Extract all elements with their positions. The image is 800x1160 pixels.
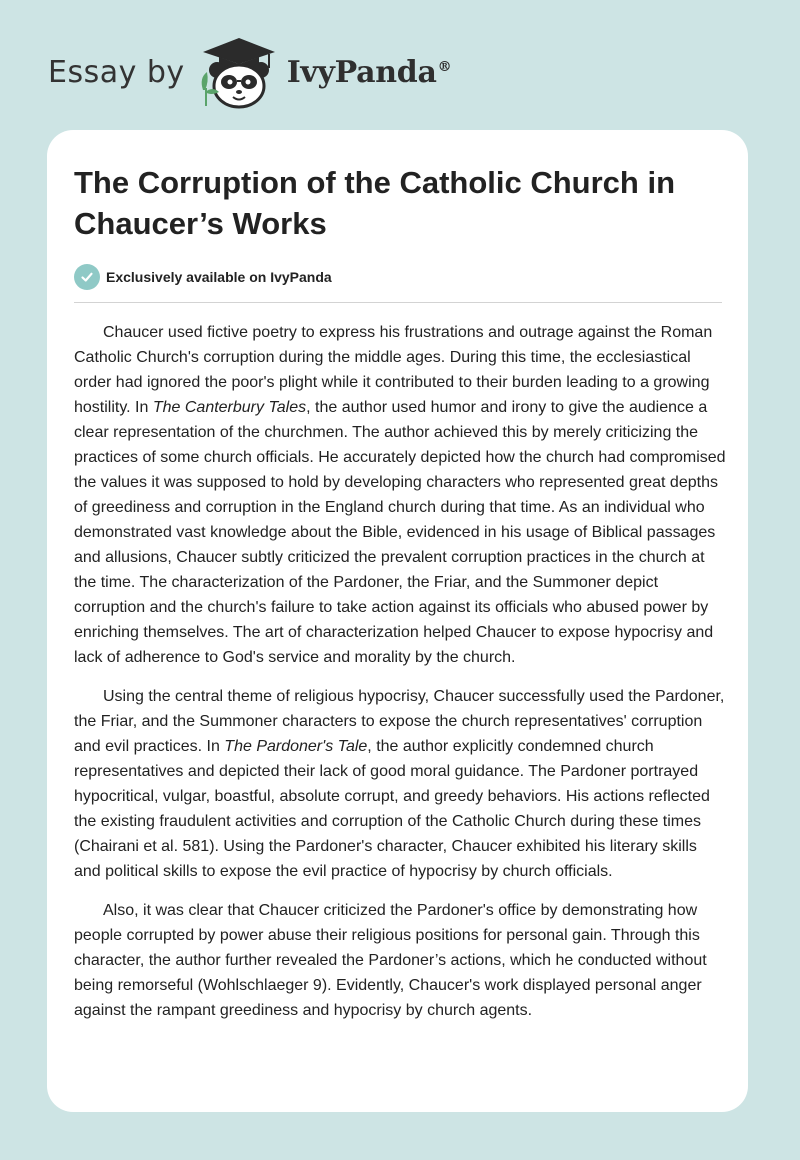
paragraph-text: Also, it was clear that Chaucer criticized the Pardoner's office by demonstrating how people corrupted by power abuse their religious positions for personal gain. Through this character, the author further revealed the Pardoner’s actions, which he conducted without being remorseful (Wohlschlaeger 9). Evidently, Chaucer's work displayed personal anger against the rampant greediness and hypocrisy by church agents. <box>74 902 707 1019</box>
divider <box>74 302 722 303</box>
paragraph-text: Chaucer used fictive poetry to express his frustrations and outrage against the Roman Catholic Church's corruption during the middle ages. During this time, the ecclesiastical order had ignored the poor's plight while it contributed to their burden leading to a growing hostility. In <box>74 324 713 416</box>
essay-body <box>74 320 726 1037</box>
check-circle-icon <box>74 264 100 290</box>
brand-name[interactable] <box>287 55 452 90</box>
essay-paragraph <box>74 320 726 670</box>
essay-card <box>47 130 748 1112</box>
essay-paragraph <box>74 684 726 884</box>
work-title: The Pardoner's Tale <box>224 738 368 755</box>
brand-label: IvyPanda <box>286 54 437 90</box>
page-title: The Corruption of the Catholic Church in Chaucer’s Works <box>74 165 676 241</box>
exclusive-badge <box>74 264 332 290</box>
site-header <box>48 34 451 110</box>
paragraph-text: , the author explicitly condemned church representatives and depicted their lack of good moral guidance. The Pardoner portrayed hypocritical, vulgar, boastful, absolute corrupt, and greedy behaviors. His actions reflected the existing fraudulent activities and corruption of the Catholic Church during these times (Chairani et al. 581). Using the Pardoner's character, Chaucer exhibited his literary skills and political skills to expose the evil practice of hypocrisy by church officials. <box>74 738 710 880</box>
registered-mark: ® <box>437 58 452 75</box>
paragraph-text: Using the central theme of religious hypocrisy, Chaucer successfully used the Pardoner, the Friar, and the Summoner characters to expose the church representatives' corruption and evil practices. In <box>74 688 725 755</box>
essay-by-label: Essay by <box>48 54 185 90</box>
panda-logo-icon[interactable] <box>197 34 281 110</box>
exclusive-badge-label: Exclusively available on IvyPanda <box>106 269 332 285</box>
work-title: The Canterbury Tales <box>152 399 307 416</box>
essay-paragraph <box>74 898 726 1023</box>
paragraph-text: , the author used humor and irony to give the audience a clear representation of the churchmen. The author achieved this by merely criticizing the practices of some church officials. He accurately depicted how the church had compromised the values it was supposed to hold by developing characters who represented great depths of greediness and corruption in the England church during that time. As an individual who demonstrated vast knowledge about the Bible, evidenced in his usage of Biblical passages and allusions, Chaucer subtly criticized the prevalent corruption practices in the church at the time. The characterization of the Pardoner, the Friar, and the Summoner depict corruption and the church's failure to take action against its officials who abused power by enriching themselves. The art of characterization helped Chaucer to expose hypocrisy and lack of adherence to God's service and morality by the church. <box>74 399 726 666</box>
